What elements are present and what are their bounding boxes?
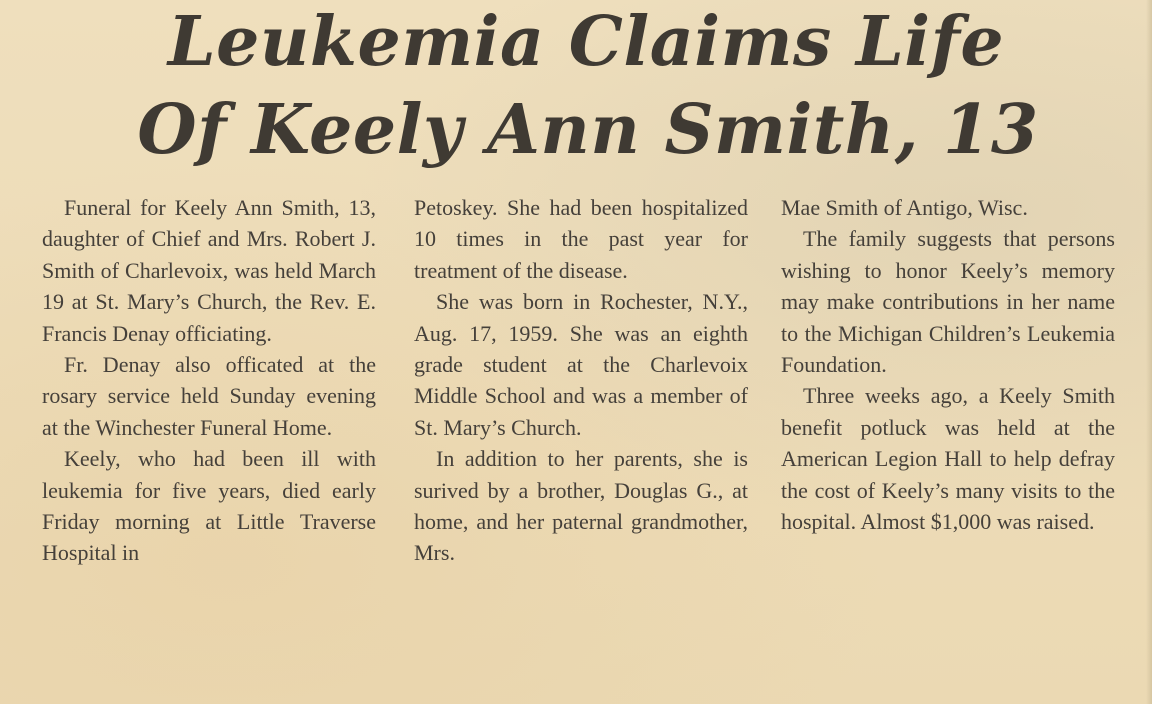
paragraph-memorial: The family suggests that persons wishing to honor Keely’s memory may make contributions in her name to the Michigan Children’s Leukemia Foundation. bbox=[781, 226, 1115, 378]
headline-line-2: Of Keely Ann Smith, 13 bbox=[137, 90, 1039, 170]
paragraph-survivors: In addition to her parents, she is surived by a brother, Douglas G., at home, and her paternal grandmother, Mrs. bbox=[414, 446, 748, 566]
paragraph-benefit: Three weeks ago, a Keely Smith benefit potluck was held at the American Legion Hall to help defray the cost of Keely’s many visits to the hospital. Almost $1,000 was raised. bbox=[781, 383, 1115, 535]
paragraph-rosary: Fr. Denay also officated at the rosary service held Sunday evening at the Winchester Funeral Home. bbox=[42, 352, 376, 440]
paragraph-birth: She was born in Rochester, N.Y., Aug. 17, 1959. She was an eighth grade student at the Charlevoix Middle School and was a member of St. Mary’s Church. bbox=[414, 289, 748, 440]
paragraph-illness: Keely, who had been ill with leukemia for five years, died early Friday morning at Little Traverse Hospital in bbox=[42, 446, 376, 566]
article-column-2 bbox=[414, 192, 748, 569]
paragraph-hospitalized: Petoskey. She had been hospitalized 10 times in the past year for treatment of the disease. bbox=[414, 195, 748, 283]
article-column-3 bbox=[781, 192, 1115, 537]
clipping-edge bbox=[1146, 0, 1152, 704]
headline-line-1: Leukemia Claims Life bbox=[167, 2, 1005, 82]
paragraph-grandmother: Mae Smith of Antigo, Wisc. bbox=[781, 195, 1028, 220]
article-column-1 bbox=[42, 192, 376, 569]
paragraph-funeral: Funeral for Keely Ann Smith, 13, daughter of Chief and Mrs. Robert J. Smith of Charlevoix, was held March 19 at St. Mary’s Church, the Rev. E. Francis Denay officiating. bbox=[42, 195, 376, 346]
